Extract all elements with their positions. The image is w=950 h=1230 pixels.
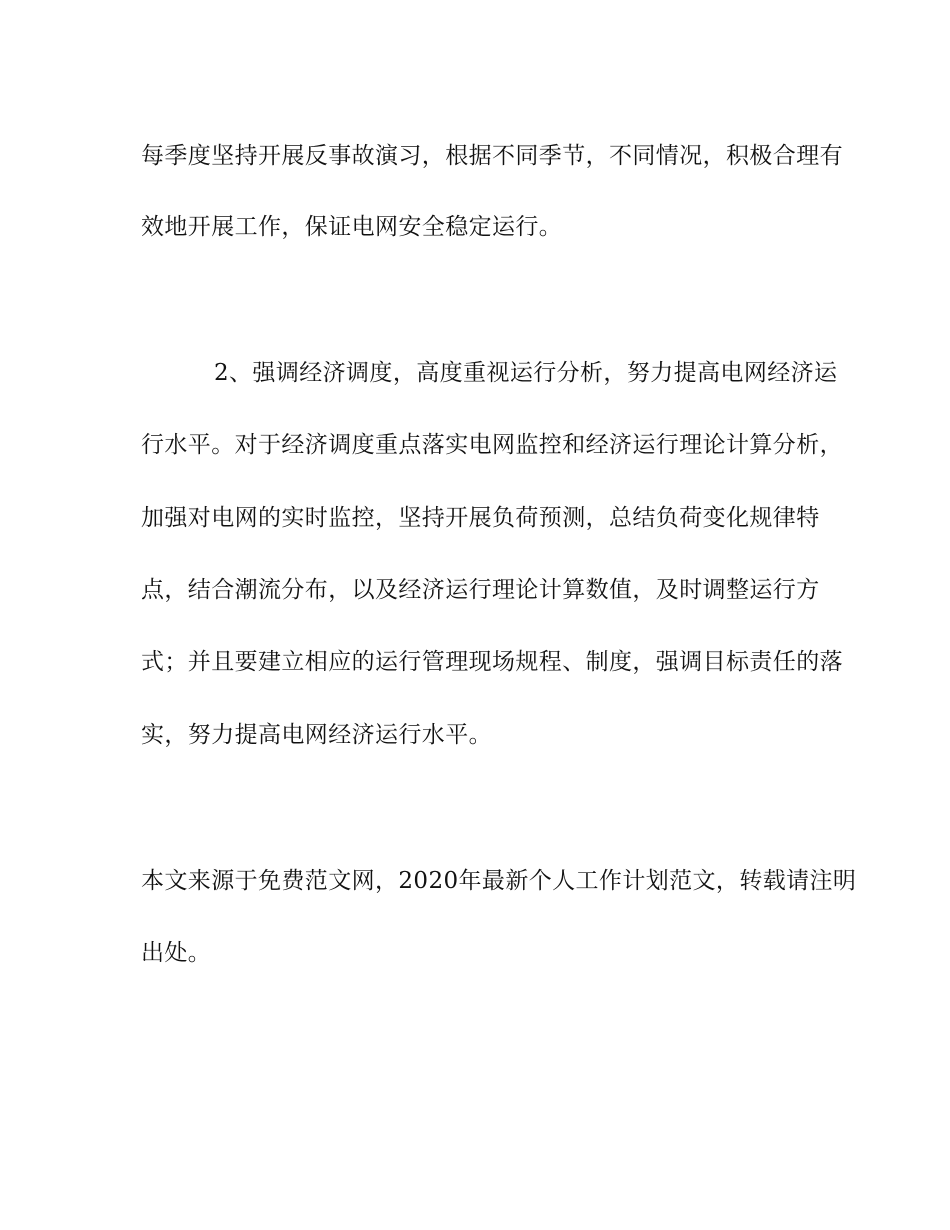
paragraph-2-line-1: 2、强调经济调度，高度重视运行分析，努力提高电网经济运 (214, 360, 838, 386)
source-note-line-2: 出处。 (141, 940, 212, 966)
paragraph-2-line-5: 式；并且要建立相应的运行管理现场规程、制度，强调目标责任的落 (141, 649, 843, 675)
paragraph-2-line-3: 加强对电网的实时监控，坚持开展负荷预测，总结负荷变化规律特 (141, 505, 820, 531)
paragraph-1-line-2: 效地开展工作，保证电网安全稳定运行。 (141, 214, 563, 240)
paragraph-2-line-2: 行水平。对于经济调度重点落实电网监控和经济运行理论计算分析， (141, 432, 843, 458)
paragraph-2-line-4: 点，结合潮流分布，以及经济运行理论计算数值，及时调整运行方 (141, 577, 820, 603)
paragraph-2-line-6: 实，努力提高电网经济运行水平。 (141, 722, 492, 748)
source-note-line-1: 本文来源于免费范文网，2020年最新个人工作计划范文，转载请注明 (141, 868, 857, 894)
paragraph-1-line-1: 每季度坚持开展反事故演习，根据不同季节，不同情况，积极合理有 (141, 143, 843, 169)
